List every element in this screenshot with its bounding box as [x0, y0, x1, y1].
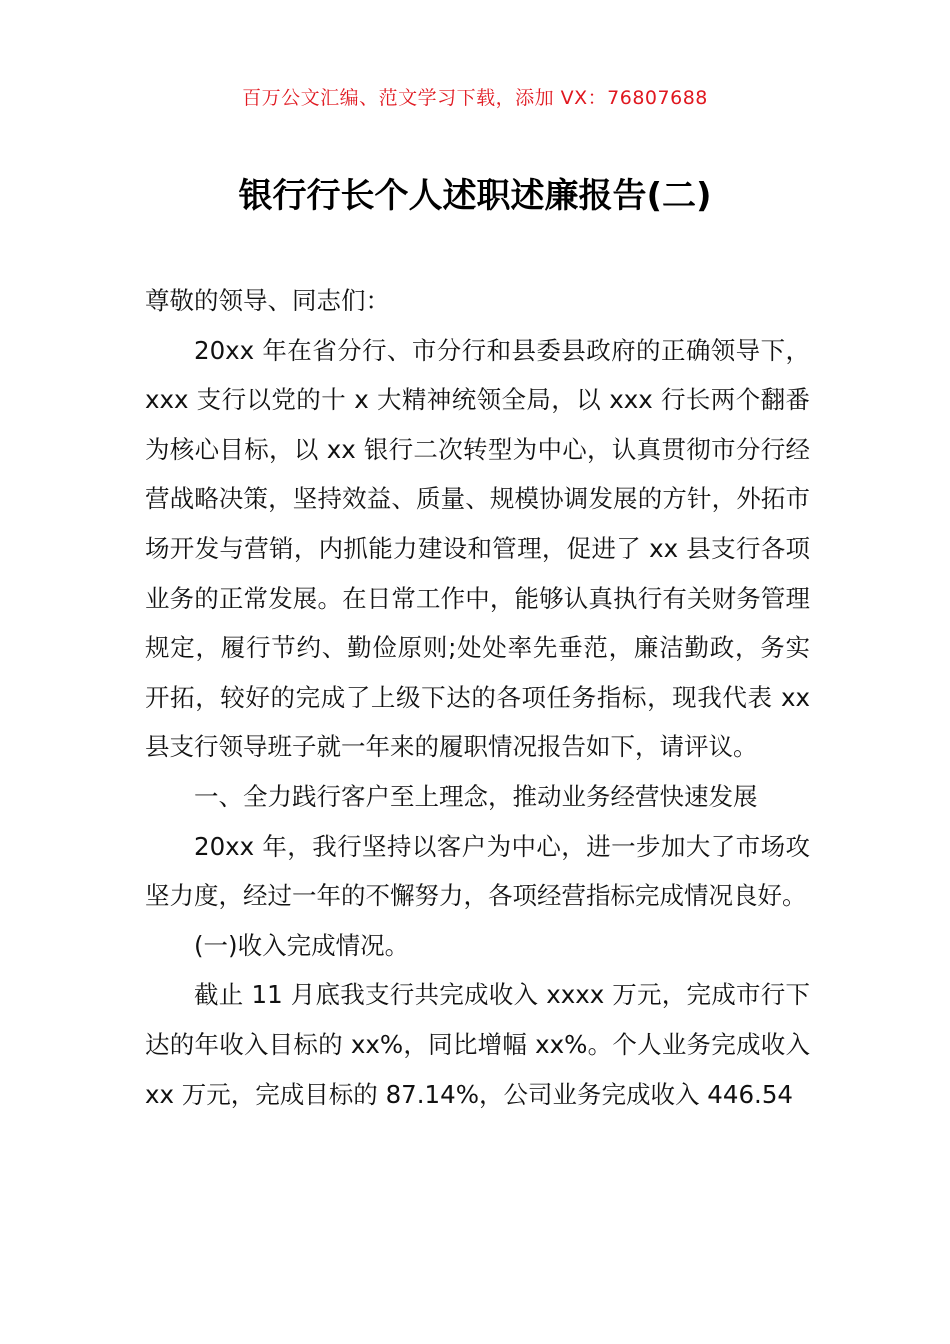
- greeting: 尊敬的领导、同志们：: [145, 286, 390, 315]
- watermark-banner: 百万公文汇编、范文学习下载，添加 VX：76807688: [242, 87, 708, 109]
- subsection-heading-1: (一)收入完成情况。: [194, 930, 410, 960]
- document-body: [145, 276, 810, 1119]
- paragraph-section-1: 20xx 年，我行坚持以客户为中心，进一步加大了市场攻坚力度，经过一年的不懈努力，各项经营指标完成情况良好。: [145, 831, 810, 911]
- paragraph-income: 截止 11 月底我支行共完成收入 xxxx 万元，完成市行下达的年收入目标的 xx%，同比增幅 xx%。个人业务完成收入 xx 万元，完成目标的 87.14%，公司业务完成收入 446.54: [145, 980, 810, 1109]
- paragraph-intro: 20xx 年在省分行、市分行和县委县政府的正确领导下，xxx 支行以党的十 x 大精神统领全局，以 xxx 行长两个翻番为核心目标，以 xx 银行二次转型为中心，认真贯彻市分行经营战略决策，坚持效益、质量、规模协调发展的方针，外拓市场开发与营销，内抓能力建设和管理，促进了 xx 县支行各项业务的正常发展。在日常工作中，能够认真执行有关财务管理规定，履行节约、勤俭原则;处处率先垂范，廉洁勤政，务实开拓，较好的完成了上级下达的各项任务指标，现我代表 xx 县支行领导班子就一年来的履职情况报告如下，请评议。: [145, 335, 810, 762]
- document-title: 银行行长个人述职述廉报告(二): [238, 176, 712, 216]
- section-heading-1: 一、全力践行客户至上理念，推动业务经营快速发展: [194, 781, 758, 811]
